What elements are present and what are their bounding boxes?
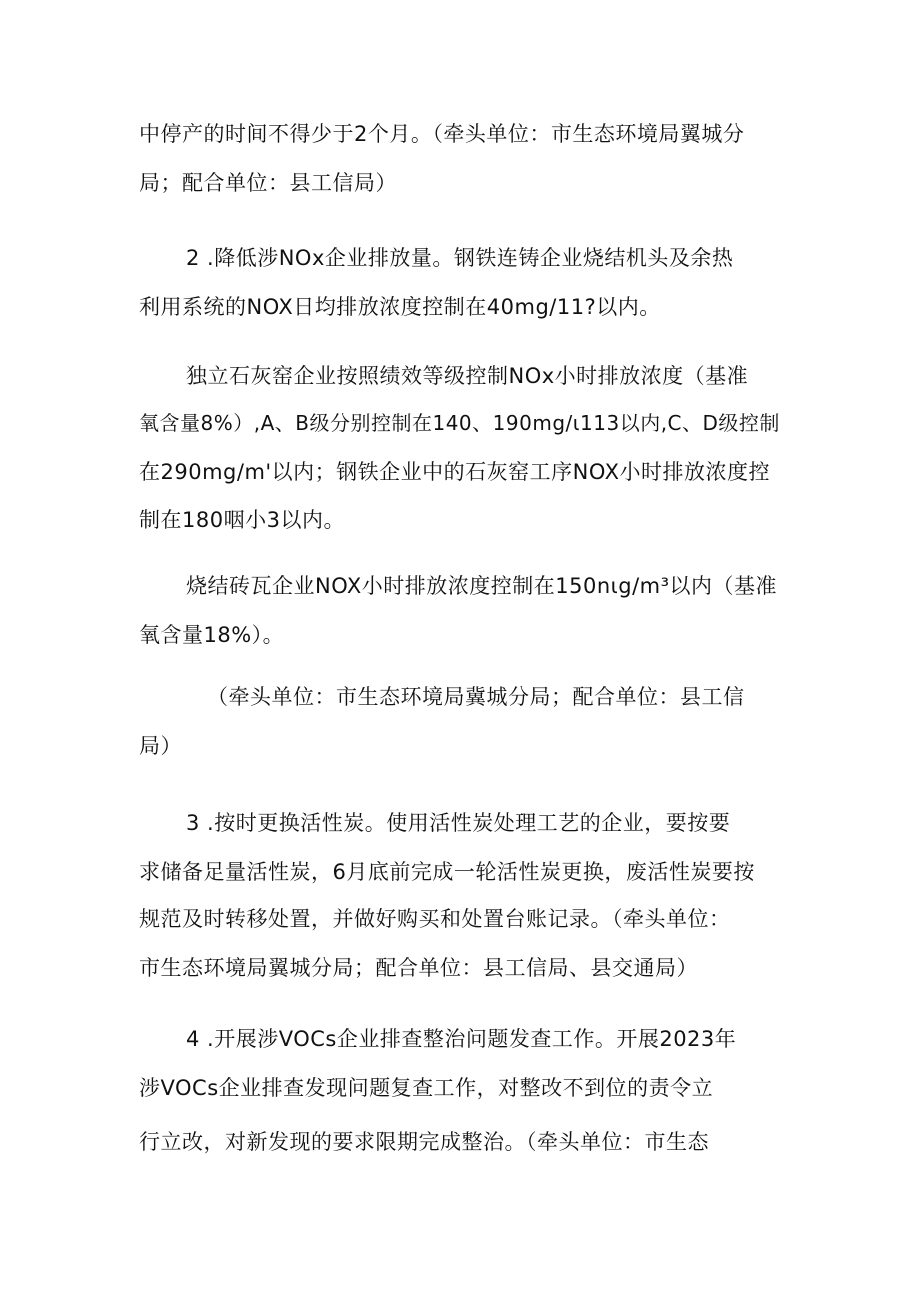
text-line: 氧含量18%）。 <box>139 623 285 647</box>
text-line: 2 .降低涉NOx企业排放量。钢铁连铸企业烧结机头及余热 <box>186 246 734 270</box>
text-line: 涉VOCs企业排查发现问题复查工作，对整改不到位的责令立 <box>139 1076 714 1100</box>
text-line: 3 .按时更换活性炭。使用活性炭处理工艺的企业，要按要 <box>186 811 731 835</box>
text-line: （牵头单位：市生态环境局冀城分局；配合单位：县工信 <box>207 685 745 709</box>
text-line: 规范及时转移处置，并做好购买和处置台账记录。（牵头单位： <box>139 907 731 931</box>
text-line: 局；配合单位：县工信局） <box>139 171 397 195</box>
text-line: 4 .开展涉VOCs企业排查整治问题发查工作。开展2023年 <box>186 1027 737 1051</box>
text-line: 烧结砖瓦企业NOX小时排放浓度控制在150nιg/m³以内（基准 <box>186 574 778 598</box>
text-line: 行立改，对新发现的要求限期完成整治。（牵头单位：市生态 <box>139 1130 709 1154</box>
text-line: 局） <box>139 734 182 758</box>
text-line: 市生态环境局翼城分局；配合单位：县工信局、县交通局） <box>139 956 698 980</box>
text-line: 独立石灰窑企业按照绩效等级控制NOx小时排放浓度（基准 <box>186 364 749 388</box>
text-line: 氧含量8%）,A、B级分别控制在140、190mg/ι113以内,C、D级控制 <box>139 411 780 435</box>
text-line: 制在180咽小3以内。 <box>139 508 345 532</box>
text-line: 求储备足量活性炭，6月底前完成一轮活性炭更换，废活性炭要按 <box>139 860 755 884</box>
text-line: 在290mg/m'以内；钢铁企业中的石灰窑工序NOX小时排放浓度控 <box>139 460 770 484</box>
text-line: 中停产的时间不得少于2个月。（牵头单位：市生态环境局翼城分 <box>139 122 745 146</box>
text-line: 利用系统的NOX日均排放浓度控制在40mg/11?以内。 <box>139 295 661 319</box>
